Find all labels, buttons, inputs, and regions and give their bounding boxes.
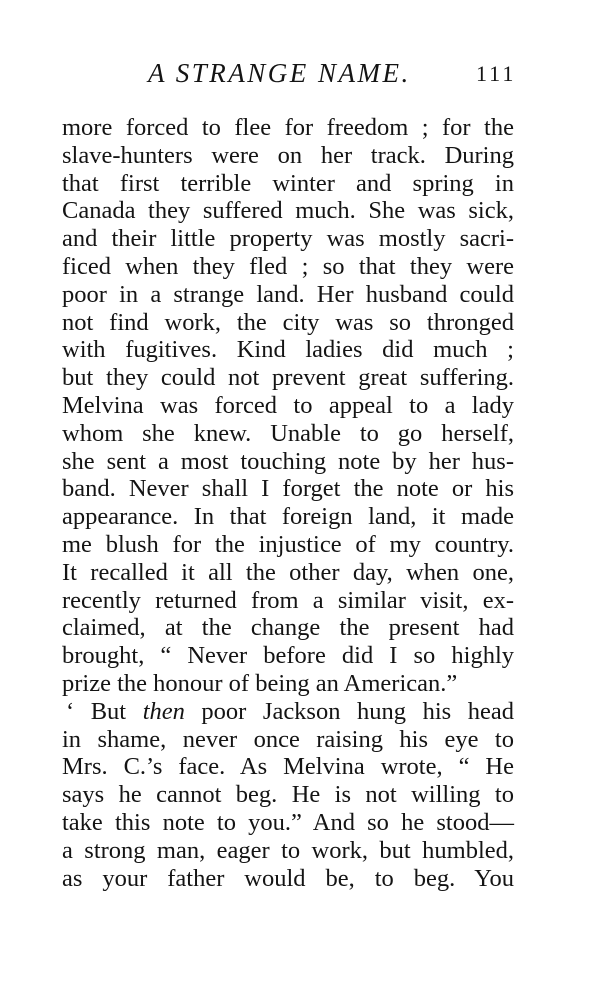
body-text	[62, 114, 514, 892]
text-line: slave-hunters were on her track. During	[62, 141, 514, 169]
text-line: says he cannot beg. He is not willing to	[62, 781, 514, 809]
text-line: she sent a most touching note by her hus-	[62, 447, 514, 475]
text-line: appearance. In that foreign land, it made	[62, 503, 514, 531]
text-line: ‘ But then poor Jackson hung his head	[66, 697, 514, 725]
text-line: Mrs. C.’s face. As Melvina wrote, “ He	[62, 753, 514, 781]
text-line: with fugitives. Kind ladies did much ;	[62, 336, 514, 364]
running-title: A STRANGE NAME.	[148, 58, 411, 88]
text-line: ficed when they fled ; so that they were	[62, 252, 514, 280]
text-line: whom she knew. Unable to go herself,	[62, 419, 514, 447]
text-line: poor in a strange land. Her husband could	[62, 280, 514, 308]
paragraph	[62, 698, 514, 893]
text-line: a strong man, eager to work, but humbled,	[62, 836, 514, 864]
text-line: claimed, at the change the present had	[62, 614, 514, 642]
text-line: prize the honour of being an American.”	[62, 669, 458, 697]
text-line: band. Never shall I forget the note or his	[62, 475, 514, 503]
text-line: as your father would be, to beg. You	[62, 864, 514, 892]
text-line: that first terrible winter and spring in	[62, 169, 514, 197]
text-line: but they could not prevent great suffering.	[62, 364, 514, 392]
text-line: and their little property was mostly sacri-	[62, 225, 514, 253]
text-line: more forced to flee for freedom ; for the	[62, 114, 514, 141]
running-head	[0, 58, 596, 98]
text-line: me blush for the injustice of my country.	[62, 530, 514, 558]
text-line: brought, “ Never before did I so highly	[62, 642, 514, 670]
text-line: not find work, the city was so thronged	[62, 308, 514, 336]
page-number: 111	[476, 61, 517, 86]
paragraph	[62, 114, 514, 698]
text-line: take this note to you.” And so he stood—	[62, 808, 514, 836]
text-line: Canada they suffered much. She was sick,	[62, 197, 514, 225]
text-line: in shame, never once raising his eye to	[62, 725, 514, 753]
text-line: Melvina was forced to appeal to a lady	[62, 391, 514, 419]
emphasis: then	[142, 697, 185, 725]
text-line: It recalled it all the other day, when one,	[62, 558, 514, 586]
text-line: recently returned from a similar visit, ex-	[62, 586, 514, 614]
